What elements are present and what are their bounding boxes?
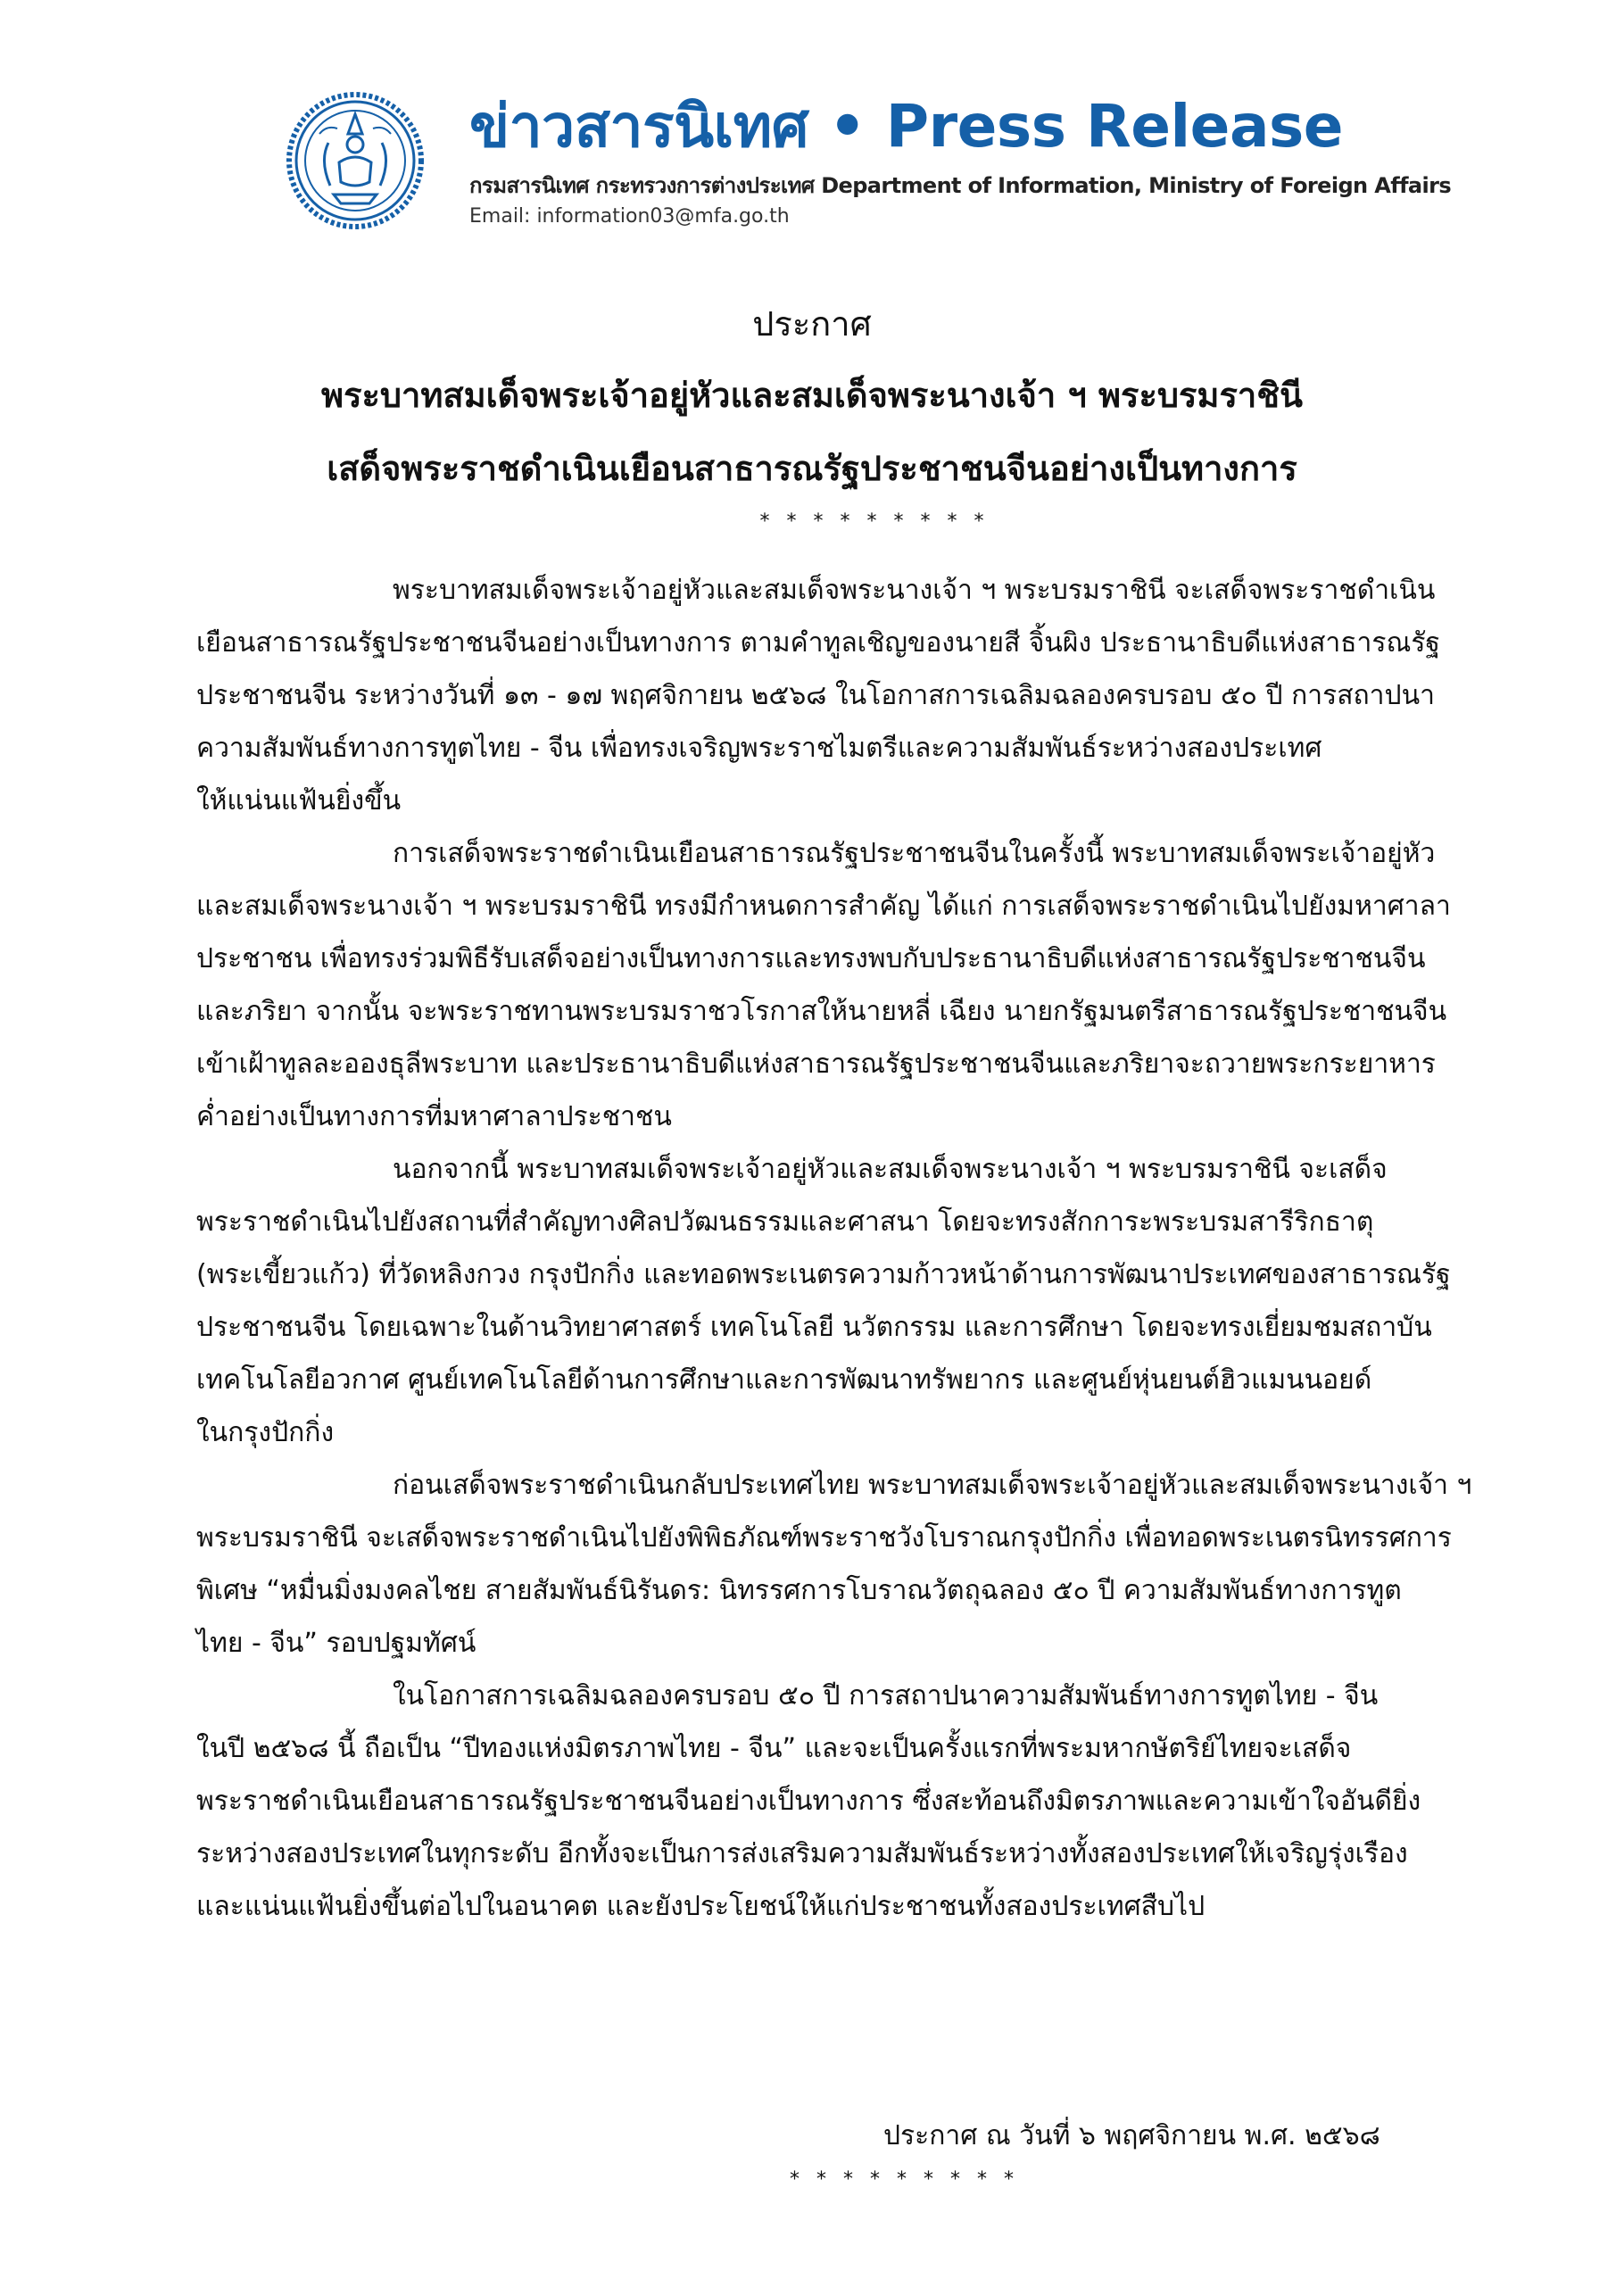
separator-top: * * * * * * * * *: [759, 510, 990, 533]
text-line: ประชาชนจีน โดยเฉพาะในด้านวิทยาศาสตร์ เทคโนโลยี นวัตกรรม และการศึกษา โดยจะทรงเยี่ยมชมสถาบัน: [196, 1312, 1432, 1343]
contact-email: Email: information03@mfa.go.th: [469, 205, 790, 228]
announcement-heading: ประกาศ: [752, 304, 872, 344]
separator-bottom: * * * * * * * * *: [790, 2168, 1019, 2191]
paragraph-4: [196, 1459, 1472, 1670]
paragraph-3: [196, 1143, 1472, 1459]
text-line: พระบาทสมเด็จพระเจ้าอยู่หัวและสมเด็จพระนางเจ้า ฯ พระบรมราชินี จะเสด็จพระราชดำเนิน: [393, 575, 1436, 606]
text-line: ค่ำอย่างเป็นทางการที่มหาศาลาประชาชน: [196, 1101, 672, 1132]
text-line: ความสัมพันธ์ทางการทูตไทย - จีน เพื่อทรงเจริญพระราชไมตรีและความสัมพันธ์ระหว่างสองประเทศ: [196, 733, 1322, 764]
text-line: และสมเด็จพระนางเจ้า ฯ พระบรมราชินี ทรงมีกำหนดการสำคัญ ได้แก่ การเสด็จพระราชดำเนินไปยังมหาศาลา: [196, 891, 1451, 922]
header-title: ข่าวสารนิเทศ • Press Release: [469, 92, 1344, 161]
text-line: ก่อนเสด็จพระราชดำเนินกลับประเทศไทย พระบาทสมเด็จพระเจ้าอยู่หัวและสมเด็จพระนางเจ้า ฯ: [393, 1470, 1472, 1501]
text-line: ประชาชน เพื่อทรงร่วมพิธีรับเสด็จอย่างเป็นทางการและทรงพบกับประธานาธิบดีแห่งสาธารณรัฐประชาชนจีน: [196, 943, 1426, 974]
announcement-title-line-1: พระบาทสมเด็จพระเจ้าอยู่หัวและสมเด็จพระนางเจ้า ฯ พระบรมราชินี: [321, 376, 1303, 415]
announcement-date: ประกาศ ณ วันที่ ๖ พฤศจิกายน พ.ศ. ๒๕๖๘: [883, 2120, 1380, 2151]
press-release-header: [284, 89, 1452, 241]
text-line: การเสด็จพระราชดำเนินเยือนสาธารณรัฐประชาชนจีนในครั้งนี้ พระบาทสมเด็จพระเจ้าอยู่หัว: [393, 838, 1436, 869]
text-line: ประชาชนจีน ระหว่างวันที่ ๑๓ - ๑๗ พฤศจิกายน ๒๕๖๘ ในโอกาสการเฉลิมฉลองครบรอบ ๕๐ ปี การสถาปนา: [196, 680, 1435, 711]
paragraph-1: [196, 564, 1472, 827]
text-line: และแน่นแฟ้นยิ่งขึ้นต่อไปในอนาคต และยังประโยชน์ให้แก่ประชาชนทั้งสองประเทศสืบไป: [196, 1891, 1206, 1922]
text-line: ไทย - จีน” รอบปฐมทัศน์: [196, 1628, 476, 1659]
text-line: ให้แน่นแฟ้นยิ่งขึ้น: [196, 785, 402, 816]
text-line: (พระเขี้ยวแก้ว) ที่วัดหลิงกวง กรุงปักกิ่ง และทอดพระเนตรความก้าวหน้าด้านการพัฒนาประเทศของสาธารณรัฐ: [196, 1259, 1451, 1290]
ministry-seal-icon: [284, 89, 427, 232]
paragraph-2: [196, 827, 1472, 1143]
text-line: ในกรุงปักกิ่ง: [196, 1417, 335, 1448]
text-line: พระราชดำเนินเยือนสาธารณรัฐประชาชนจีนอย่างเป็นทางการ ซึ่งสะท้อนถึงมิตรภาพและความเข้าใจอันดียิ่ง: [196, 1786, 1421, 1817]
text-line: ระหว่างสองประเทศในทุกระดับ อีกทั้งจะเป็นการส่งเสริมความสัมพันธ์ระหว่างทั้งสองประเทศให้เจริญรุ่งเรือง: [196, 1838, 1408, 1869]
text-line: ในโอกาสการเฉลิมฉลองครบรอบ ๕๐ ปี การสถาปนาความสัมพันธ์ทางการทูตไทย - จีน: [393, 1680, 1379, 1712]
announcement-body: [196, 564, 1472, 1933]
announcement-title-line-2: เสด็จพระราชดำเนินเยือนสาธารณรัฐประชาชนจีนอย่างเป็นทางการ: [327, 449, 1297, 488]
paragraph-5: [196, 1670, 1472, 1933]
text-line: พระบรมราชินี จะเสด็จพระราชดำเนินไปยังพิพิธภัณฑ์พระราชวังโบราณกรุงปักกิ่ง เพื่อทอดพระเนตรนิทรรศการ: [196, 1522, 1452, 1554]
text-line: พระราชดำเนินไปยังสถานที่สำคัญทางศิลปวัฒนธรรมและศาสนา โดยจะทรงสักการะพระบรมสารีริกธาตุ: [196, 1206, 1374, 1238]
department-subtitle: กรมสารนิเทศ กระทรวงการต่างประเทศ Department of Information, Ministry of Foreign Affairs: [469, 173, 1452, 198]
text-line: เข้าเฝ้าทูลละอองธุลีพระบาท และประธานาธิบดีแห่งสาธารณรัฐประชาชนจีนและภริยาจะถวายพระกระยาหาร: [196, 1049, 1436, 1080]
text-line: เยือนสาธารณรัฐประชาชนจีนอย่างเป็นทางการ ตามคำทูลเชิญของนายสี จิ้นผิง ประธานาธิบดีแห่งสาธารณรัฐ: [196, 627, 1440, 659]
text-line: ในปี ๒๕๖๘ นี้ ถือเป็น “ปีทองแห่งมิตรภาพไทย - จีน” และจะเป็นครั้งแรกที่พระมหากษัตริย์ไทยจะเสด็จ: [196, 1733, 1352, 1764]
text-line: และภริยา จากนั้น จะพระราชทานพระบรมราชวโรกาสให้นายหลี่ เฉียง นายกรัฐมนตรีสาธารณรัฐประชาชนจีน: [196, 996, 1447, 1027]
text-line: พิเศษ “หมื่นมิ่งมงคลไชย สายสัมพันธ์นิรันดร: นิทรรศการโบราณวัตถุฉลอง ๕๐ ปี ความสัมพันธ์ทางการทูต: [196, 1575, 1402, 1606]
text-line: นอกจากนี้ พระบาทสมเด็จพระเจ้าอยู่หัวและสมเด็จพระนางเจ้า ฯ พระบรมราชินี จะเสด็จ: [393, 1154, 1388, 1185]
text-line: เทคโนโลยีอวกาศ ศูนย์เทคโนโลยีด้านการศึกษาและการพัฒนาทรัพยากร และศูนย์หุ่นยนต์ฮิวแมนนอยด์: [196, 1364, 1372, 1396]
